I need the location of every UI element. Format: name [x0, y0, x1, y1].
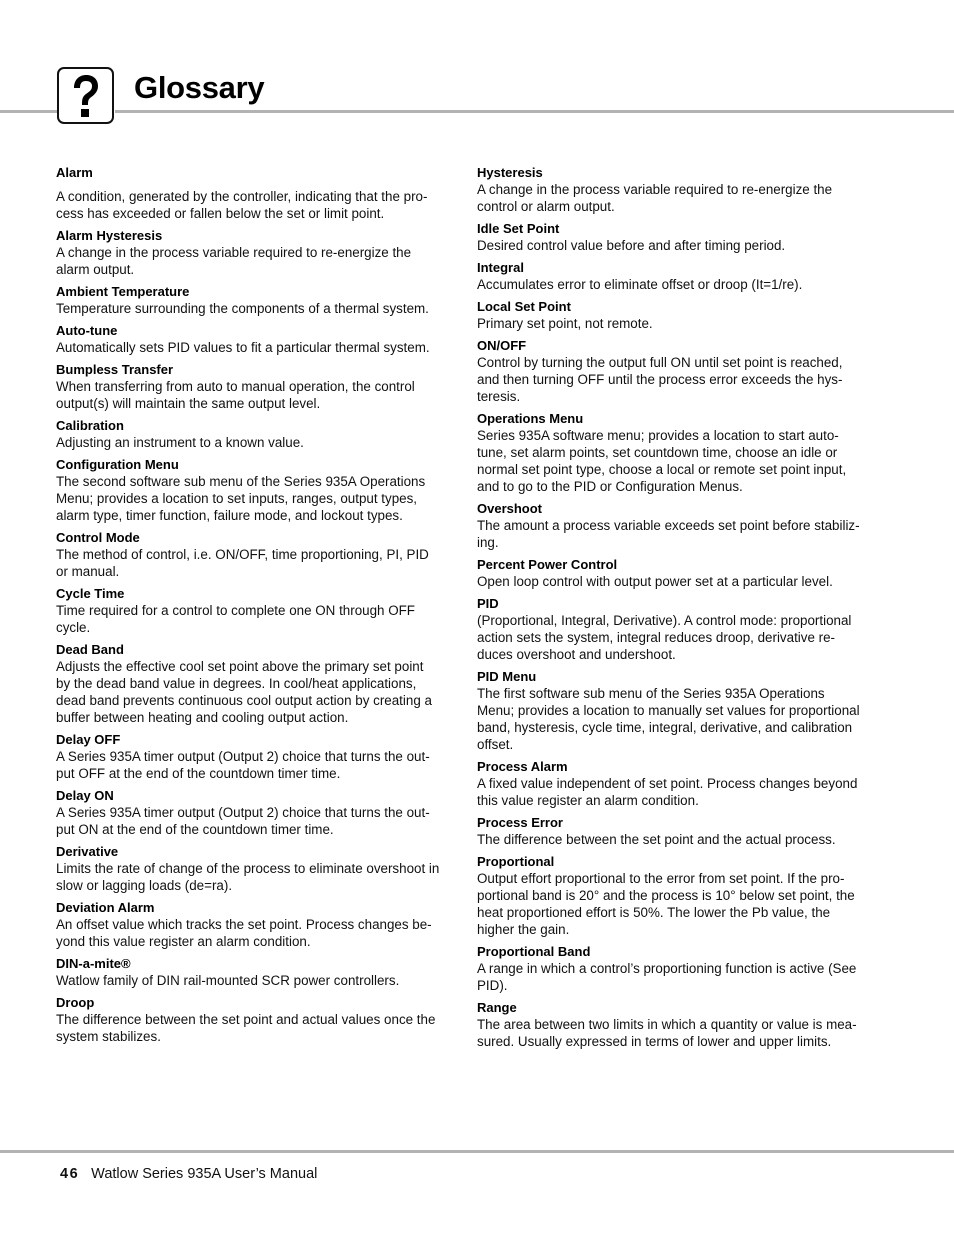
- glossary-entry: [56, 323, 448, 356]
- glossary-entry: [56, 284, 448, 317]
- glossary-entry: [477, 338, 869, 405]
- glossary-term: Process Alarm: [477, 759, 568, 774]
- glossary-term: Percent Power Control: [477, 557, 618, 572]
- glossary-term: Deviation Alarm: [56, 900, 155, 915]
- glossary-term: Delay OFF: [56, 732, 121, 747]
- glossary-term: Alarm Hysteresis: [56, 228, 163, 243]
- glossary-column-right: [477, 165, 869, 1056]
- glossary-term: Dead Band: [56, 642, 124, 657]
- glossary-term: PID Menu: [477, 669, 537, 684]
- glossary-definition: When transferring from auto to manual operation, the control output(s) will maintain the same output level.: [56, 379, 415, 411]
- glossary-term: Overshoot: [477, 501, 543, 516]
- glossary-definition: A range in which a control’s proportioning function is active (See PID).: [477, 961, 857, 993]
- glossary-definition: Control by turning the output full ON until set point is reached, and then turning OFF until the process error exceeds the hys- teresis.: [477, 355, 843, 404]
- glossary-term: Hysteresis: [477, 165, 543, 180]
- glossary-entry: [477, 260, 869, 293]
- glossary-entry: [477, 669, 869, 753]
- glossary-term: Calibration: [56, 418, 124, 433]
- glossary-definition: Series 935A software menu; provides a location to start auto- tune, set alarm points, set countdown time, choose an idle or normal set point type, choose a local or remote set point input, and to go to the PID or Configuration Menus.: [477, 428, 847, 494]
- glossary-term: Alarm: [56, 165, 93, 180]
- glossary-entry: [56, 732, 448, 782]
- glossary-entry: [56, 844, 448, 894]
- page-header: [0, 0, 954, 130]
- glossary-term: Delay ON: [56, 788, 114, 803]
- glossary-entry: [56, 900, 448, 950]
- glossary-definition: A Series 935A timer output (Output 2) choice that turns the out- put ON at the end of the countdown timer time.: [56, 805, 430, 837]
- header-rule: [115, 110, 954, 113]
- glossary-definition: An offset value which tracks the set point. Process changes be- yond this value register an alarm condition.: [56, 917, 432, 949]
- glossary-entry: [477, 221, 869, 254]
- glossary-definition: The first software sub menu of the Series 935A Operations Menu; provides a location to manually set values for proportional band, hysteresis, cycle time, integral, derivative, and calibration offset.: [477, 686, 860, 752]
- glossary-entry: [56, 228, 448, 278]
- glossary-term: Cycle Time: [56, 586, 125, 601]
- glossary-definition: Adjusts the effective cool set point above the primary set point by the dead band value in degrees. In cool/heat applications, dead band prevents continuous cool output action by creating a buffer between heating and cooling output action.: [56, 659, 432, 725]
- glossary-entry: [477, 411, 869, 495]
- glossary-term: Control Mode: [56, 530, 140, 545]
- glossary-entry: [56, 956, 448, 989]
- glossary-entry: [477, 596, 869, 663]
- footer-rule: [0, 1150, 954, 1153]
- page-title: Glossary: [134, 70, 265, 105]
- glossary-entry: [477, 1000, 869, 1050]
- glossary-term: DIN-a-mite®: [56, 956, 131, 971]
- glossary-term: Integral: [477, 260, 524, 275]
- glossary-entry: [477, 501, 869, 551]
- glossary-term: Operations Menu: [477, 411, 584, 426]
- glossary-column-left: [56, 165, 448, 1051]
- glossary-term: Ambient Temperature: [56, 284, 190, 299]
- glossary-entry: [56, 165, 448, 222]
- glossary-definition: A condition, generated by the controller, indicating that the pro- cess has exceeded or fallen below the set or limit point.: [56, 189, 428, 221]
- page-footer: [60, 1166, 317, 1182]
- glossary-term: Configuration Menu: [56, 457, 179, 472]
- glossary-term: Idle Set Point: [477, 221, 560, 236]
- glossary-definition: The method of control, i.e. ON/OFF, time proportioning, PI, PID or manual.: [56, 547, 429, 579]
- glossary-definition: The second software sub menu of the Series 935A Operations Menu; provides a location to set inputs, ranges, output types, alarm type, timer function, failure mode, and lockout types.: [56, 474, 426, 523]
- glossary-definition: The difference between the set point and the actual process.: [477, 832, 836, 847]
- glossary-entry: [56, 788, 448, 838]
- glossary-term: PID: [477, 596, 499, 611]
- glossary-entry: [56, 362, 448, 412]
- header-rule-left: [0, 110, 57, 113]
- glossary-entry: [477, 944, 869, 994]
- glossary-entry: [56, 586, 448, 636]
- glossary-term: Proportional Band: [477, 944, 591, 959]
- glossary-entry: [477, 557, 869, 590]
- glossary-definition: A change in the process variable required to re-energize the alarm output.: [56, 245, 412, 277]
- glossary-entry: [56, 457, 448, 524]
- glossary-definition: A fixed value independent of set point. Process changes beyond this value register an alarm condition.: [477, 776, 858, 808]
- glossary-definition: (Proportional, Integral, Derivative). A control mode: proportional action sets the system, integral reduces droop, derivative re- duces overshoot and undershoot.: [477, 613, 852, 662]
- glossary-term: Range: [477, 1000, 517, 1015]
- glossary-definition: A Series 935A timer output (Output 2) choice that turns the out- put OFF at the end of the countdown timer time.: [56, 749, 430, 781]
- glossary-term: Process Error: [477, 815, 563, 830]
- glossary-term: Local Set Point: [477, 299, 571, 314]
- glossary-entry: [477, 759, 869, 809]
- glossary-definition: The area between two limits in which a quantity or value is mea- sured. Usually expressed in terms of lower and upper limits.: [477, 1017, 857, 1049]
- glossary-entry: [477, 854, 869, 938]
- glossary-term: ON/OFF: [477, 338, 527, 353]
- page-number: 46: [60, 1166, 80, 1182]
- glossary-term: Auto-tune: [56, 323, 118, 338]
- glossary-definition: Open loop control with output power set at a particular level.: [477, 574, 833, 589]
- glossary-term: Derivative: [56, 844, 119, 859]
- glossary-definition: Time required for a control to complete one ON through OFF cycle.: [56, 603, 415, 635]
- glossary-definition: Desired control value before and after timing period.: [477, 238, 786, 253]
- manual-title: Watlow Series 935A User’s Manual: [91, 1166, 318, 1182]
- glossary-definition: A change in the process variable required to re-energize the control or alarm output.: [477, 182, 833, 214]
- glossary-entry: [56, 995, 448, 1045]
- glossary-entry: [56, 530, 448, 580]
- glossary-term: Bumpless Transfer: [56, 362, 174, 377]
- glossary-entry: [56, 642, 448, 726]
- glossary-definition: Primary set point, not remote.: [477, 316, 653, 331]
- question-mark-icon: [57, 67, 114, 124]
- glossary-definition: Watlow family of DIN rail-mounted SCR power controllers.: [56, 973, 400, 988]
- glossary-definition: Output effort proportional to the error from set point. If the pro- portional band is 20° and the process is 10° below set point, the heat proportioned effort is 50%. The lower the Pb value, the higher the gain.: [477, 871, 855, 937]
- glossary-definition: Accumulates error to eliminate offset or droop (It=1/re).: [477, 277, 803, 292]
- glossary-term: Proportional: [477, 854, 555, 869]
- glossary-definition: The amount a process variable exceeds set point before stabiliz- ing.: [477, 518, 860, 550]
- glossary-definition: Adjusting an instrument to a known value.: [56, 435, 304, 450]
- glossary-definition: Limits the rate of change of the process to eliminate overshoot in slow or lagging loads (de=ra).: [56, 861, 440, 893]
- glossary-definition: Temperature surrounding the components of a thermal system.: [56, 301, 429, 316]
- glossary-entry: [477, 815, 869, 848]
- glossary-entry: [56, 418, 448, 451]
- glossary-entry: [477, 165, 869, 215]
- glossary-term: Droop: [56, 995, 95, 1010]
- glossary-definition: The difference between the set point and actual values once the system stabilizes.: [56, 1012, 436, 1044]
- glossary-definition: Automatically sets PID values to fit a particular thermal system.: [56, 340, 430, 355]
- glossary-entry: [477, 299, 869, 332]
